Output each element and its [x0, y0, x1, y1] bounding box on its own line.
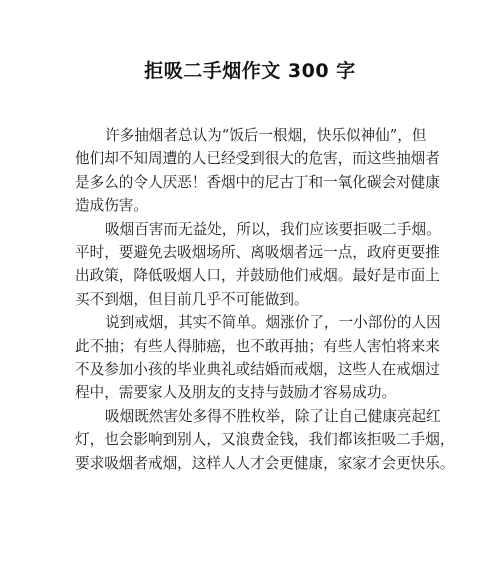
paragraph-2 — [75, 218, 441, 312]
paragraph-3 — [75, 311, 441, 405]
document-body — [75, 124, 455, 475]
paragraph-4 — [75, 405, 455, 475]
paragraph-line: 不及参加小孩的毕业典礼或结婚而戒烟，这些人在戒烟过 — [75, 361, 440, 379]
paragraph-line: 吸烟既然害处多得不胜枚举，除了让自己健康亮起红 — [105, 407, 441, 425]
paragraph-line: 灯，也会影响到别人，又浪费金钱，我们都该拒吸二手烟， — [75, 431, 455, 449]
paragraph-line: 造成伤害。 — [75, 197, 148, 215]
paragraph-line: 要求吸烟者戒烟，这样人人才会更健康，家家才会更快乐。 — [75, 454, 455, 472]
paragraph-line: 此不抽；有些人得肺癌，也不敢再抽；有些人害怕将来来 — [75, 337, 440, 355]
paragraph-line: 买不到烟，但目前几乎不可能做到。 — [75, 290, 309, 308]
paragraph-line: 平时，要避免去吸烟场所、离吸烟者远一点，政府更要推 — [75, 244, 440, 262]
paragraph-line: 吸烟百害而无益处，所以，我们应该要拒吸二手烟。 — [105, 220, 441, 238]
paragraph-line: 程中，需要家人及朋友的支持与鼓励才容易成功。 — [75, 384, 397, 402]
document-title: 拒吸二手烟作文 300 字 — [144, 60, 356, 82]
paragraph-line: 是多么的令人厌恶！香烟中的尼古丁和一氧化碳会对健康 — [75, 173, 440, 191]
paragraph-line: 说到戒烟，其实不简单。烟涨价了，一小部份的人因 — [105, 314, 441, 332]
paragraph-line: 许多抽烟者总认为“饭后一根烟，快乐似神仙”，但 — [105, 127, 427, 144]
paragraph-1 — [75, 124, 440, 218]
paragraph-line: 他们却不知周遭的人已经受到很大的危害，而这些抽烟者 — [75, 150, 440, 168]
paragraph-line: 出政策，降低吸烟人口，并鼓励他们戒烟。最好是市面上 — [75, 267, 440, 285]
